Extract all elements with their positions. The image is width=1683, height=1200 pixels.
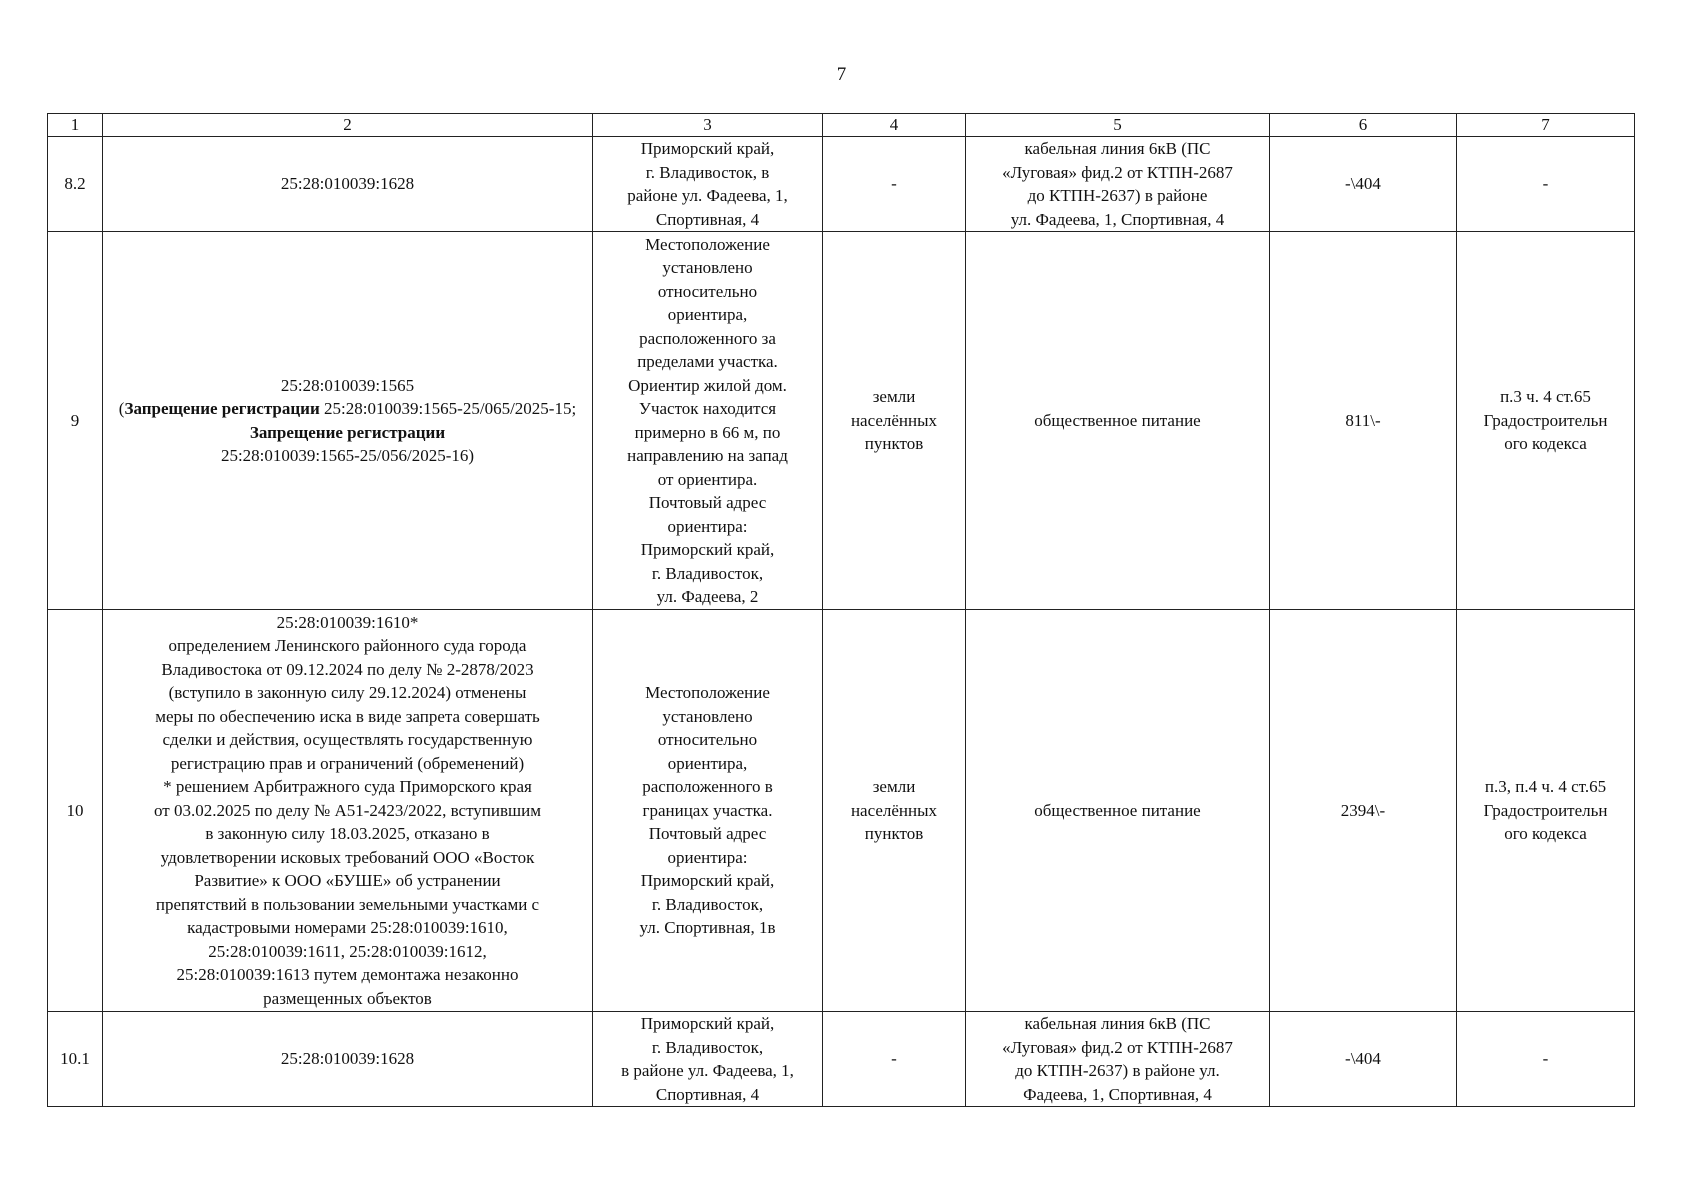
column-header: 4 [823,114,966,137]
plot-area: 811\- [1270,232,1457,610]
table-row [48,1012,1635,1107]
restriction-number: 25:28:010039:1565-25/056/2025-16) [220,446,475,465]
permitted-use: кабельная линия 6кВ (ПС «Луговая» фид.2 от КТПН-2687 до КТПН-2637) в районе ул. Фадеева, 1, Спортивная, 4 [966,1012,1270,1107]
land-plots-table [47,113,1635,1107]
column-number-row [48,114,1635,137]
plot-area: 2394\- [1270,610,1457,1012]
column-header: 2 [103,114,593,137]
table-row [48,137,1635,232]
plot-location: Приморский край, г. Владивосток, в районе ул. Фадеева, 1, Спортивная, 4 [593,1012,823,1107]
permitted-use: общественное питание [966,610,1270,1012]
registration-restrictions: (Запрещение регистрации 25:28:010039:1565-25/065/2025-15; Запрещение регистрации 25:28:010039:1565-25/056/2025-16) [118,399,577,465]
legal-basis: п.3, п.4 ч. 4 ст.65 Градостроительн ого кодекса [1457,610,1635,1012]
legal-basis: - [1457,137,1635,232]
row-number: 10.1 [48,1012,103,1107]
column-header: 7 [1457,114,1635,137]
legal-basis: п.3 ч. 4 ст.65 Градостроительн ого кодекса [1457,232,1635,610]
land-category: - [823,1012,966,1107]
legal-basis: - [1457,1012,1635,1107]
land-category: земли населённых пунктов [823,610,966,1012]
cadastral-number: 25:28:010039:1565 [280,375,415,395]
column-header: 6 [1270,114,1457,137]
plot-area: -\404 [1270,1012,1457,1107]
cadastral-cell [103,610,593,1012]
plot-area: -\404 [1270,137,1457,232]
page-number: 7 [836,64,847,85]
cadastral-number: 25:28:010039:1628 [103,1012,593,1107]
court-decisions-note: определением Ленинского районного суда города Владивостока от 09.12.2024 по делу № 2-2878/2023 (вступило в законную силу 29.12.2024) отменены меры по обеспечению иска в виде запрета совершать сделки и действия, осуществлять государственную регистрацию прав и ограничений (обременений) * решением Арбитражного суда Приморского края от 03.02.2025 по делу № А51-2423/2022, вступившим в законную силу 18.03.2025, отказано в удовлетворении исковых требований ООО «Восток Развитие» к ООО «БУШЕ» об устранении препятствий в пользовании земельными участками с кадастровыми номерами 25:28:010039:1610, 25:28:010039:1611, 25:28:010039:1612, 25:28:010039:1613 путем демонтажа незаконно размещенных объектов [154,636,541,1008]
table-row [48,232,1635,610]
cadastral-number: 25:28:010039:1628 [103,137,593,232]
plot-location: Местоположение установлено относительно ориентира, расположенного в границах участка. Почтовый адрес ориентира: Приморский край, г. Владивосток, ул. Спортивная, 1в [593,610,823,1012]
plot-location: Местоположение установлено относительно ориентира, расположенного за пределами участка. Ориентир жилой дом. Участок находится примерно в 66 м, по направлению на запад от ориентира. Почтовый адрес ориентира: Приморский край, г. Владивосток, ул. Фадеева, 2 [593,232,823,610]
land-category: - [823,137,966,232]
plot-location: Приморский край, г. Владивосток, в районе ул. Фадеева, 1, Спортивная, 4 [593,137,823,232]
table-row [48,610,1635,1012]
column-header: 3 [593,114,823,137]
permitted-use: кабельная линия 6кВ (ПС «Луговая» фид.2 от КТПН-2687 до КТПН-2637) в районе ул. Фадеева, 1, Спортивная, 4 [966,137,1270,232]
restriction-number: 25:28:010039:1565-25/065/2025-15; [319,399,577,418]
column-header: 1 [48,114,103,137]
cadastral-cell [103,232,593,610]
row-number: 8.2 [48,137,103,232]
permitted-use: общественное питание [966,232,1270,610]
restriction-title: Запрещение регистрации [249,422,446,442]
cadastral-number: 25:28:010039:1610* [276,612,419,632]
row-number: 9 [48,232,103,610]
column-header: 5 [966,114,1270,137]
row-number: 10 [48,610,103,1012]
restriction-title: Запрещение регистрации [124,399,320,418]
land-category: земли населённых пунктов [823,232,966,610]
